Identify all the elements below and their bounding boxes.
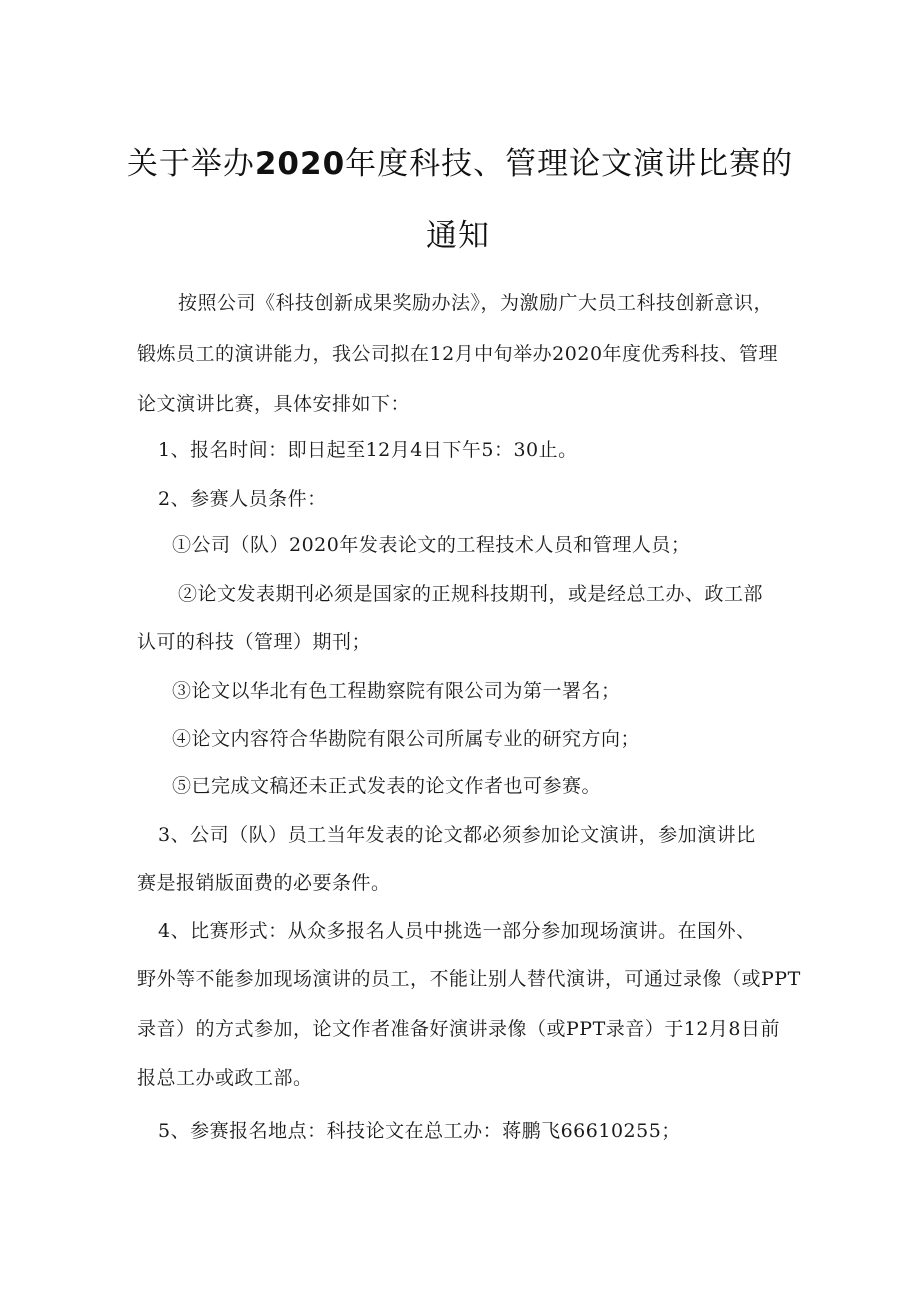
item-4-line-3: 录音）的方式参加，论文作者准备好演讲录像（或PPT录音）于12月8日前 <box>137 1018 781 1040</box>
condition-2-line-2: 认可的科技（管理）期刊； <box>137 631 372 653</box>
item-1-registration-time: 1、报名时间：即日起至12月4日下午5：30止。 <box>158 439 578 461</box>
title-year: 2020 <box>254 146 346 182</box>
condition-4: ④论文内容符合华勘院有限公司所属专业的研究方向； <box>172 728 641 750</box>
condition-5: ⑤已完成文稿还未正式发表的论文作者也可参赛。 <box>172 775 602 797</box>
item-4-line-4: 报总工办或政工部。 <box>137 1067 313 1089</box>
item-5-registration-location: 5、参赛报名地点：科技论文在总工办：蒋鹏飞66610255； <box>158 1120 681 1142</box>
title-prefix: 关于举办 <box>126 146 255 182</box>
condition-2-line-1: ②论文发表期刊必须是国家的正规科技期刊，或是经总工办、政工部 <box>178 583 764 605</box>
condition-3: ③论文以华北有色工程勘察院有限公司为第一署名； <box>172 680 621 702</box>
intro-line-3: 论文演讲比赛，具体安排如下： <box>137 393 411 415</box>
document-title-line-2: 通知 <box>426 218 490 254</box>
condition-1: ①公司（队）2020年发表论文的工程技术人员和管理人员； <box>172 534 691 556</box>
item-4-line-1: 4、比赛形式：从众多报名人员中挑选一部分参加现场演讲。在国外、 <box>158 920 756 942</box>
document-title-line-1 <box>0 138 920 183</box>
item-3-line-2: 赛是报销版面费的必要条件。 <box>137 872 391 894</box>
intro-line-2: 锻炼员工的演讲能力，我公司拟在12月中旬举办2020年度优秀科技、管理 <box>137 343 779 365</box>
item-2-conditions-heading: 2、参赛人员条件： <box>158 488 327 510</box>
item-3-line-1: 3、公司（队）员工当年发表的论文都必须参加论文演讲，参加演讲比 <box>158 824 756 846</box>
intro-line-1: 按照公司《科技创新成果奖励办法》，为激励广大员工科技创新意识， <box>178 292 774 314</box>
title-suffix: 年度科技、管理论文演讲比赛的 <box>345 146 794 182</box>
item-4-line-2: 野外等不能参加现场演讲的员工，不能让别人替代演讲，可通过录像（或PPT <box>137 968 801 990</box>
